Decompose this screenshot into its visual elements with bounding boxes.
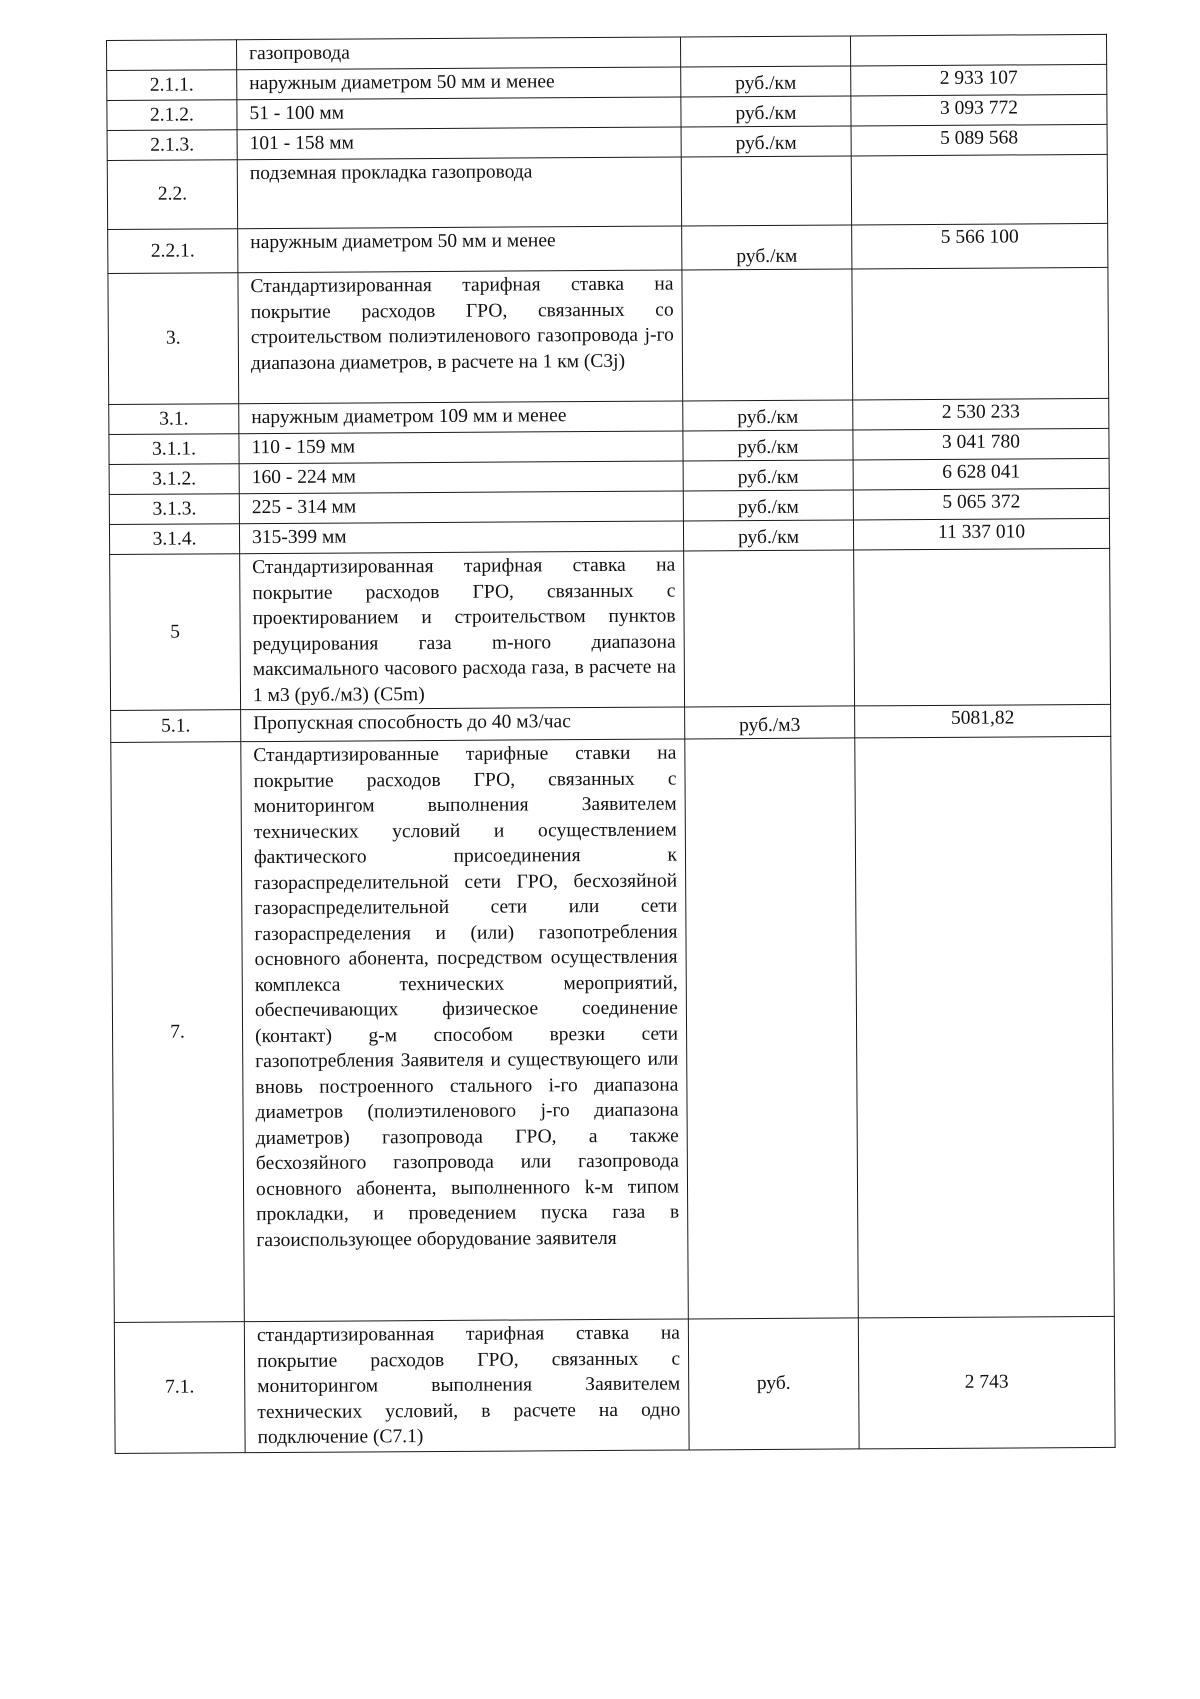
row-unit: руб./км (681, 66, 851, 97)
row-description: Стандартизированная тарифная ставка на покрытие расходов ГРО, связанных с проектированием и строительством пунктов редуцирования газа m-ного диапазона максимального часового расхода газа, в расчете на 1 м3 (руб./м3) (C5m) (240, 551, 685, 710)
row-description: 51 - 100 мм (237, 97, 681, 130)
row-value: 3 041 780 (853, 428, 1109, 460)
row-number: 3. (108, 273, 239, 405)
row-unit: руб./м3 (685, 706, 855, 739)
row-value: 5 065 372 (853, 488, 1109, 520)
row-number: 3.1.1. (109, 434, 239, 465)
row-value (850, 34, 1106, 66)
row-value: 6 628 041 (853, 458, 1109, 490)
table-row (114, 1316, 1115, 1453)
row-unit (680, 36, 850, 67)
row-description: 315-399 мм (239, 521, 683, 554)
row-number: 3.1.2. (109, 464, 239, 495)
row-unit: руб./км (683, 490, 853, 521)
row-description: наружным диаметром 109 мм и менее (239, 401, 683, 434)
row-number: 3.1. (109, 404, 239, 435)
row-description: стандартизированная тарифная ставка на покрытие расходов ГРО, связанных с мониторингом выполнения Заявителем технических условий, в расчете на одно подключение (C7.1) (244, 1319, 689, 1453)
row-value: 5 566 100 (852, 223, 1108, 269)
row-value: 5 089 568 (851, 124, 1107, 156)
row-value: 2 743 (858, 1316, 1115, 1449)
row-unit (684, 550, 855, 707)
table-row (107, 154, 1107, 229)
row-unit (681, 156, 851, 226)
row-unit: руб./км (681, 126, 851, 157)
row-value: 2 530 233 (853, 398, 1109, 430)
table-row (110, 548, 1111, 710)
tariff-rates-table (106, 34, 1116, 1454)
row-number: 7.1. (114, 1322, 245, 1454)
row-unit (685, 738, 859, 1319)
row-description: Пропускная способность до 40 м3/час (241, 707, 685, 742)
row-value (854, 548, 1111, 706)
row-description: подземная прокладка газопровода (237, 157, 681, 229)
row-value: 2 933 107 (851, 64, 1107, 96)
row-number: 5 (110, 554, 241, 711)
row-number: 2.1.1. (107, 70, 237, 101)
row-unit: руб./км (683, 430, 853, 461)
row-value (855, 736, 1115, 1318)
row-number: 2.1.2. (107, 100, 237, 131)
table-row (108, 267, 1109, 404)
row-description: Стандартизированная тарифная ставка на покрытие расходов ГРО, связанных со строительством полиэтиленового газопровода j-го диапазона диаметров, в расчете на 1 км (C3j) (238, 270, 683, 404)
row-unit: руб./км (683, 460, 853, 491)
table-row (111, 736, 1115, 1322)
table-row (108, 223, 1108, 273)
row-unit (682, 269, 853, 401)
row-description: наружным диаметром 50 мм и менее (237, 67, 681, 100)
row-description: 225 - 314 мм (239, 491, 683, 524)
row-description: 160 - 224 мм (239, 461, 683, 494)
row-number: 3.1.4. (109, 524, 239, 555)
row-description: газопровода (237, 37, 681, 70)
row-description: 101 - 158 мм (237, 127, 681, 160)
row-value: 3 093 772 (851, 94, 1107, 126)
row-number: 5.1. (111, 710, 241, 743)
row-value (852, 267, 1109, 400)
row-unit: руб./км (681, 96, 851, 127)
row-number: 2.2.1. (108, 229, 238, 274)
row-number (107, 40, 237, 71)
row-unit: руб./км (683, 400, 853, 431)
row-value: 11 337 010 (853, 518, 1109, 550)
row-number: 2.1.3. (107, 130, 237, 161)
row-number: 7. (111, 742, 245, 1323)
row-unit: руб. (688, 1318, 859, 1450)
row-description: наружным диаметром 50 мм и менее (238, 226, 682, 273)
row-unit: руб./км (683, 520, 853, 551)
row-number: 3.1.3. (109, 494, 239, 525)
row-description: Стандартизированные тарифные ставки на покрытие расходов ГРО, связанных с мониторингом выполнения Заявителем технических условий и осуществлением фактического присоединения к газораспределительной сети ГРО, бесхозяйной газораспределительной сети или сети газораспределения и (или) газопотребления основного абонента, посредством осуществления комплекса технических мероприятий, обеспечивающих физическое соединение (контакт) g-м способом врезки сети газопотребления Заявителя и существующего или вновь построенного стального i-го диапазона диаметров (полиэтиленового j-го диапазона диаметров) газопровода ГРО, а также бесхозяйного газопровода или газопровода основного абонента, выполненного k-м типом прокладки, и проведением пуска газа в газоиспользующее оборудование заявителя (241, 739, 689, 1322)
row-unit: руб./км (682, 225, 852, 270)
row-value (851, 154, 1107, 225)
row-description: 110 - 159 мм (239, 431, 683, 464)
row-value: 5081,82 (855, 704, 1111, 738)
row-number: 2.2. (107, 160, 237, 230)
